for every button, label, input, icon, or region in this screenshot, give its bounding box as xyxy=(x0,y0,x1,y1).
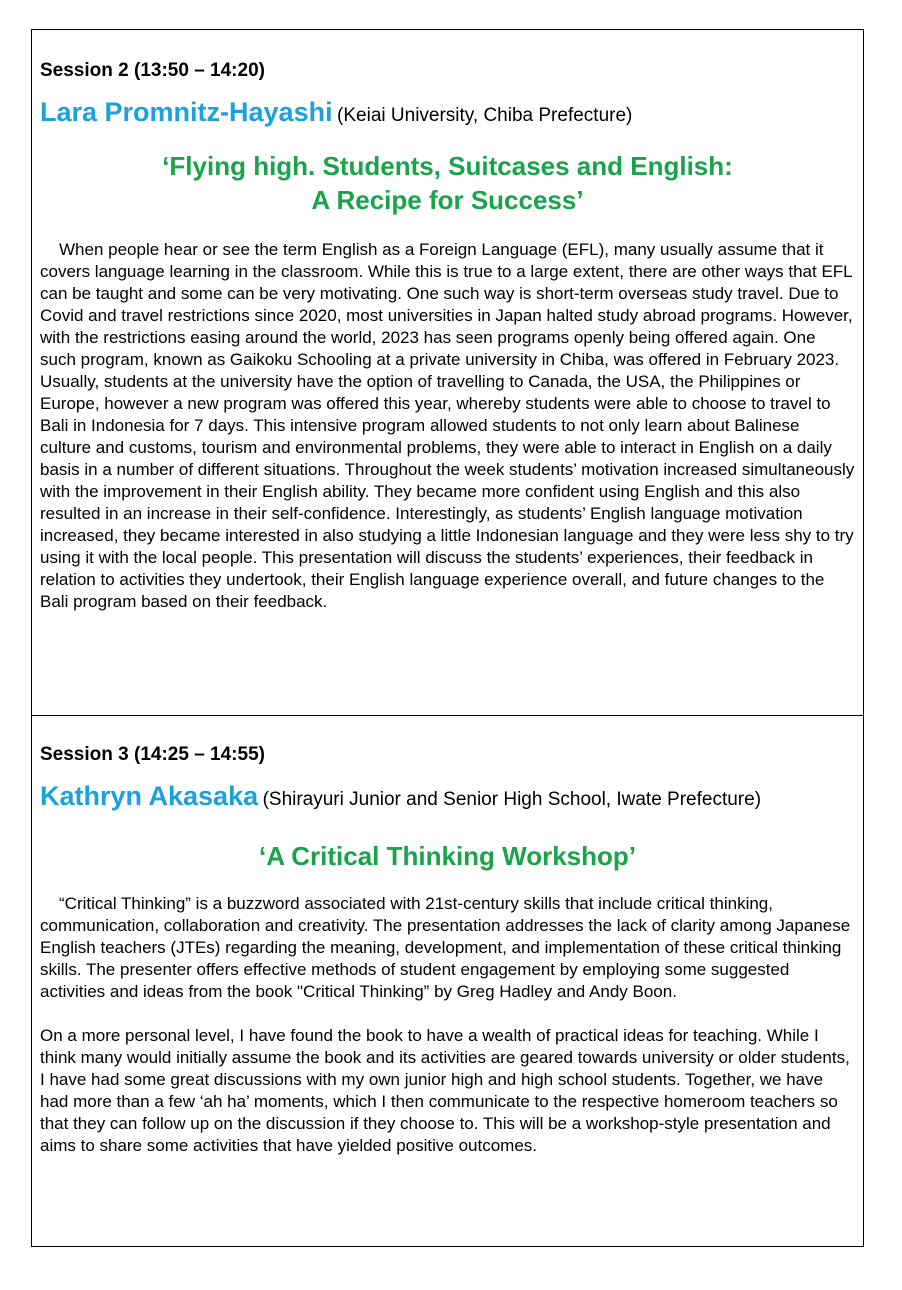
abstract-paragraph: “Critical Thinking” is a buzzword associated with 21st-century skills that include critical thinking, communication, collaboration and creativity. The presentation addresses the lack of clarity among Japanese English teachers (JTEs) regarding the meaning, development, and implementation of these critical thinking skills. The presenter offers effective methods of student engagement by employing some suggested activities and ideas from the book "Critical Thinking” by Greg Hadley and Andy Boon. xyxy=(40,894,851,1001)
program-frame xyxy=(31,29,864,1247)
presenter-affiliation: (Shirayuri Junior and Senior High School, Iwate Prefecture) xyxy=(262,789,762,810)
presenter-line xyxy=(40,95,855,134)
talk-title xyxy=(40,149,855,217)
talk-title-line: ‘A Critical Thinking Workshop’ xyxy=(258,841,637,871)
talk-title-line: ‘Flying high. Students, Suitcases and English: xyxy=(162,151,733,181)
abstract-paragraph: When people hear or see the term English as a Foreign Language (EFL), many usually assume that it covers language learning in the classroom. While this is true to a large extent, there are other ways that EFL can be taught and some can be very motivating. One such way is short-term overseas study travel. Due to Covid and travel restrictions since 2020, most universities in Japan halted study abroad programs. However, with the restrictions easing around the world, 2023 has seen programs openly being offered again. One such program, known as Gaikoku Schooling at a private university in Chiba, was offered in February 2023. Usually, students at the university have the option of travelling to Canada, the USA, the Philippines or Europe, however a new program was offered this year, whereby students were able to choose to travel to Bali in Indonesia for 7 days. This intensive program allowed students to not only learn about Balinese culture and customs, tourism and environmental problems, they were able to interact in English on a daily basis in a number of different situations. Throughout the week students’ motivation increased simultaneously with the improvement in their English ability. They became more confident using English and this also resulted in an increase in their self-confidence. Interestingly, as students’ English language motivation increased, they became interested in also studying a little Indonesian language and they were less shy to try using it with the local people. This presentation will discuss the students’ experiences, their feedback in relation to activities they undertook, their English language experience overall, and future changes to the Bali program based on their feedback. xyxy=(40,240,855,611)
abstract-paragraph: On a more personal level, I have found the book to have a wealth of practical ideas for teaching. While I think many would initially assume the book and its activities are geared towards university or older students, I have had some great discussions with my own junior high and high school students. Together, we have had more than a few ‘ah ha’ moments, which I then communicate to the respective homeroom teachers so that they can follow up on the discussion if they choose to. This will be a workshop-style presentation and aims to share some activities that have yielded positive outcomes. xyxy=(40,1026,850,1155)
talk-title xyxy=(40,839,855,873)
presenter-name: Kathryn Akasaka xyxy=(40,781,259,811)
session-2-block xyxy=(32,30,863,716)
session-heading: Session 2 (13:50 – 14:20) xyxy=(40,60,265,81)
session-3-block xyxy=(32,716,863,1246)
talk-title-line: A Recipe for Success’ xyxy=(311,185,584,215)
presenter-affiliation: (Keiai University, Chiba Prefecture) xyxy=(337,105,633,126)
presenter-line xyxy=(40,779,855,818)
session-heading: Session 3 (14:25 – 14:55) xyxy=(40,744,265,765)
presenter-name: Lara Promnitz-Hayashi xyxy=(40,97,333,127)
